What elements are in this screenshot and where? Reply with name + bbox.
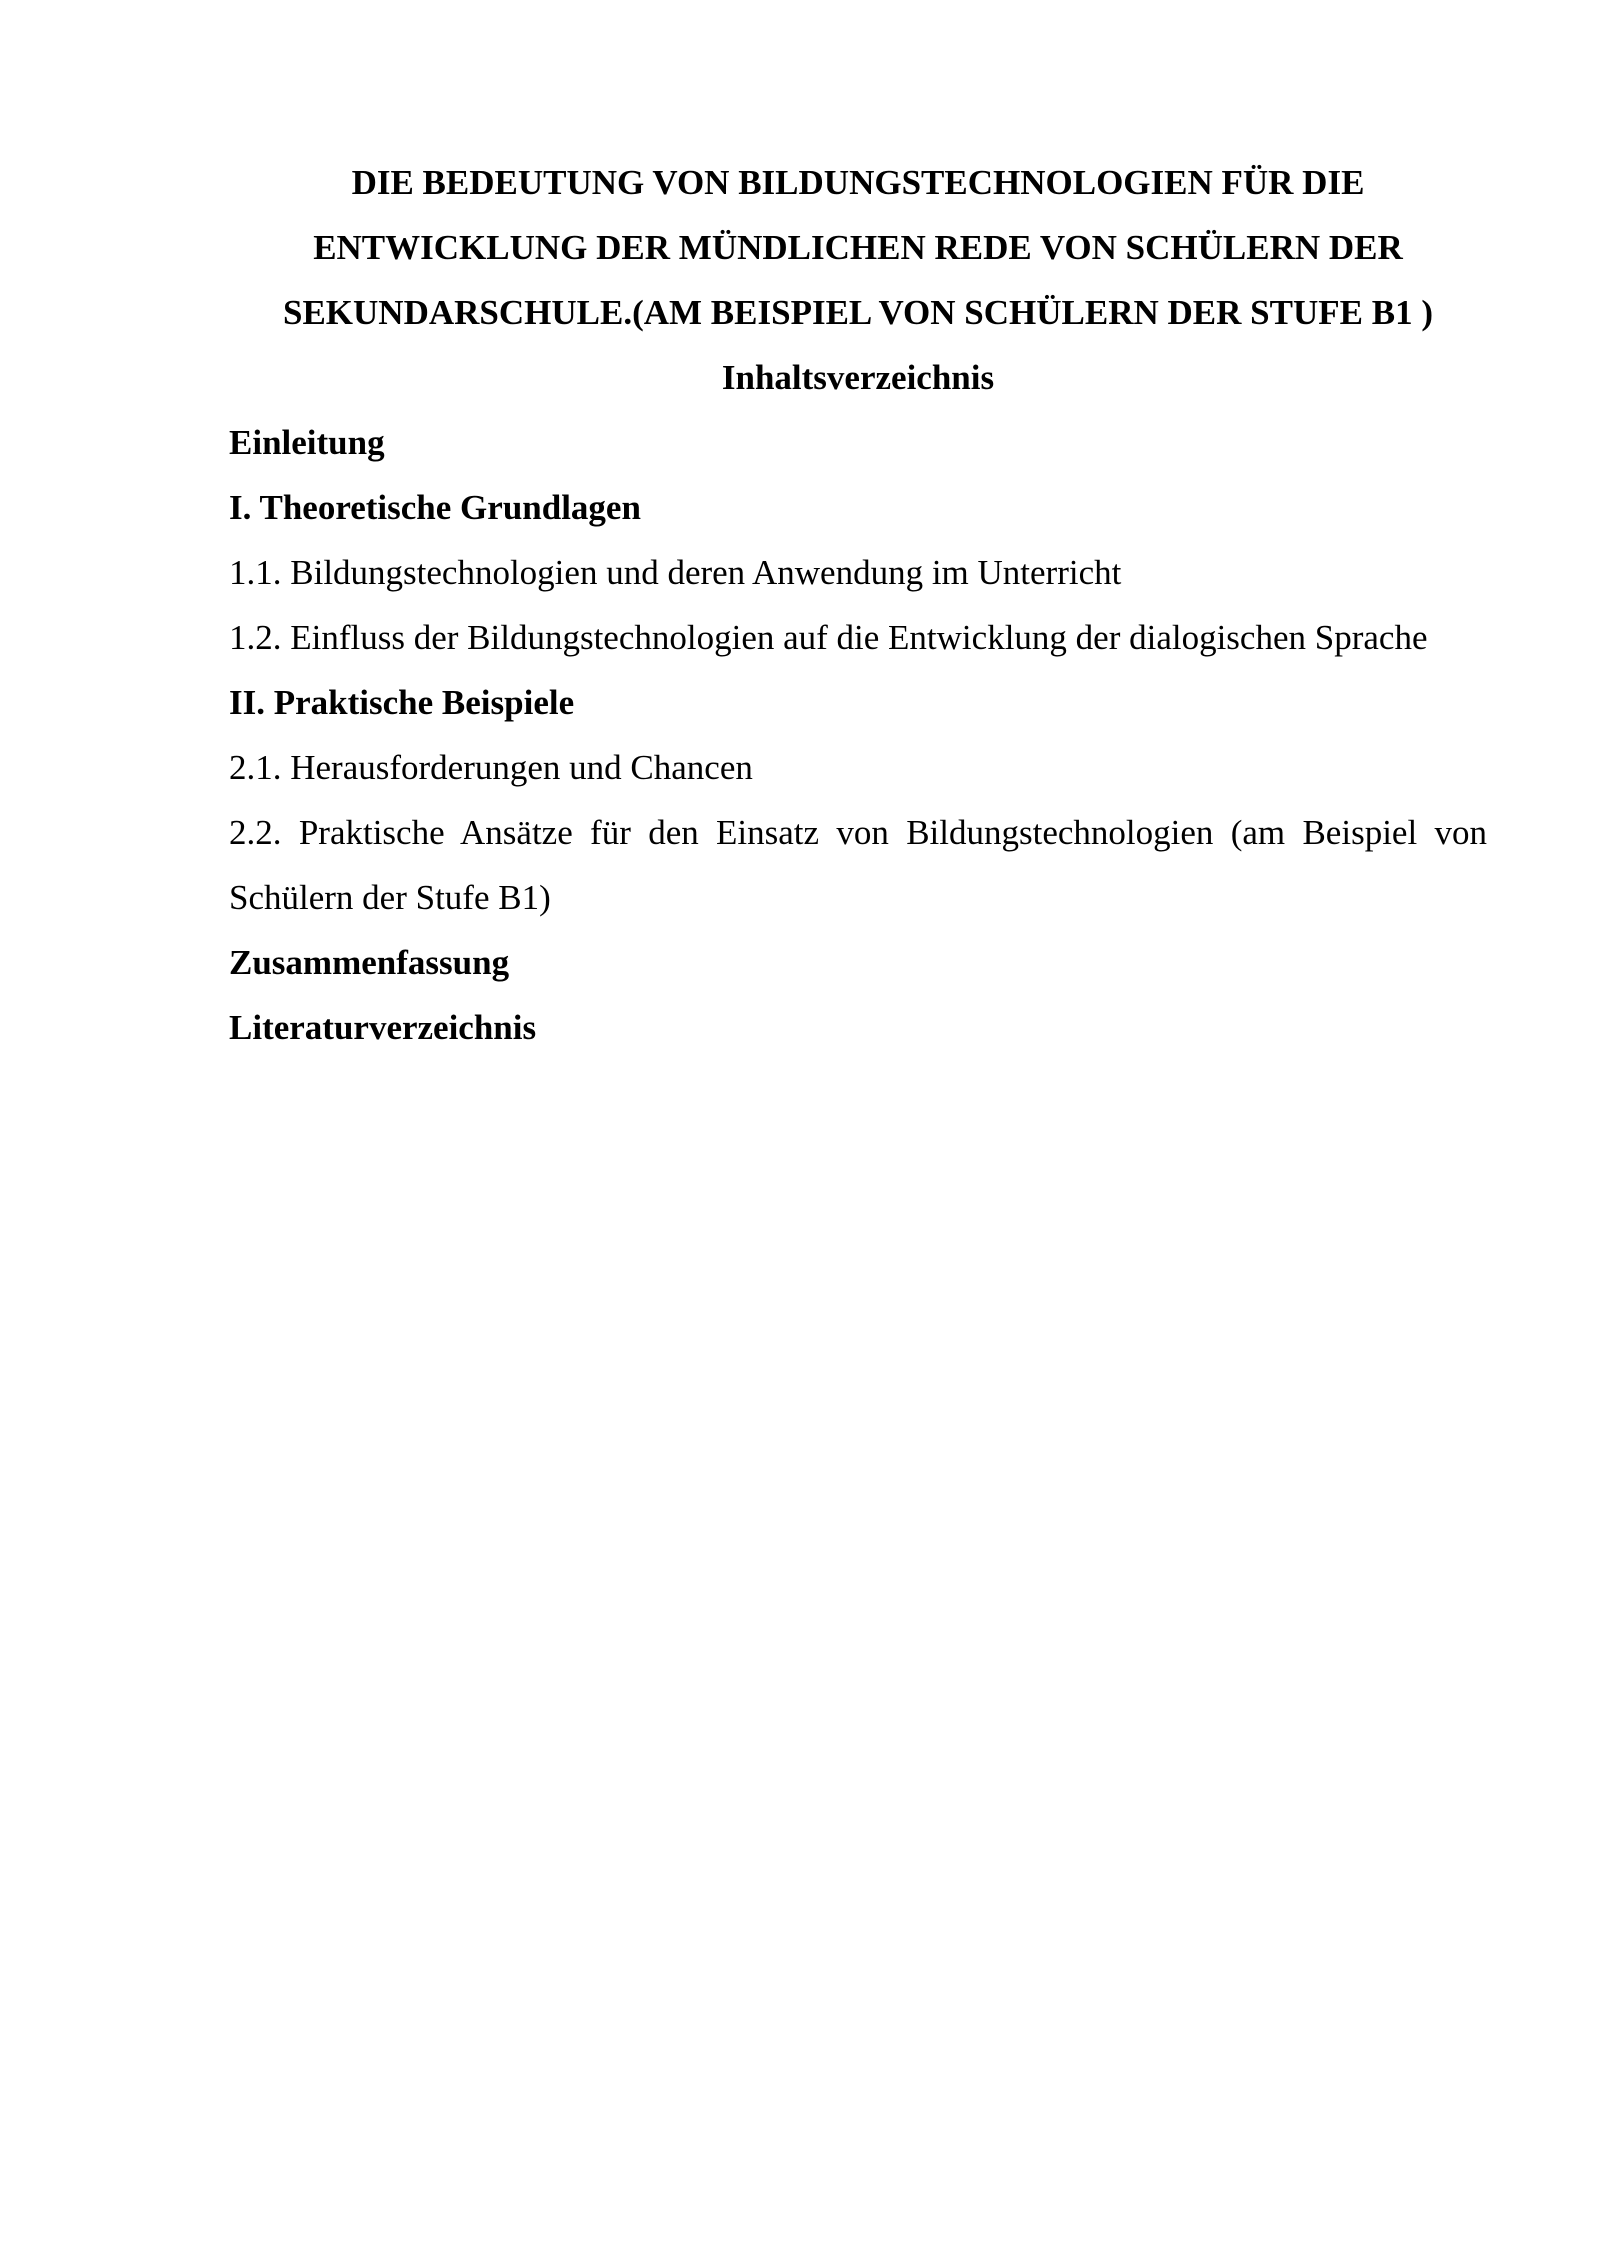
toc-entry-zusammenfassung: Zusammenfassung bbox=[229, 943, 510, 982]
toc-entry-einleitung: Einleitung bbox=[229, 423, 385, 462]
document-page bbox=[229, 150, 1487, 1060]
toc-entry-chapter-2: II. Praktische Beispiele bbox=[229, 683, 575, 722]
toc-entry-section-2-1: 2.1. Herausforderungen und Chancen bbox=[229, 748, 753, 787]
toc-entry-chapter-1: I. Theoretische Grundlagen bbox=[229, 488, 641, 527]
toc-heading: Inhaltsverzeichnis bbox=[721, 358, 995, 397]
toc-entry-section-1-2: 1.2. Einfluss der Bildungstechnologien auf die Entwicklung der dialogischen Sprache bbox=[229, 618, 1428, 657]
title-line-3: SEKUNDARSCHULE.(AM BEISPIEL VON SCHÜLERN DER STUFE B1 ) bbox=[283, 293, 1433, 332]
title-line-1: DIE BEDEUTUNG VON BILDUNGSTECHNOLOGIEN FÜR DIE bbox=[351, 163, 1365, 202]
toc-entry-section-2-2: 2.2. Praktische Ansätze für den Einsatz von Bildungstechnologien (am Beispiel von Schülern der Stufe B1) bbox=[229, 813, 1487, 917]
toc-entry-section-1-1: 1.1. Bildungstechnologien und deren Anwendung im Unterricht bbox=[229, 553, 1122, 592]
title-line-2: ENTWICKLUNG DER MÜNDLICHEN REDE VON SCHÜLERN DER bbox=[313, 228, 1403, 267]
toc-entry-literaturverzeichnis: Literaturverzeichnis bbox=[229, 1008, 537, 1047]
table-of-contents bbox=[229, 410, 1487, 1060]
document-title bbox=[229, 150, 1487, 345]
